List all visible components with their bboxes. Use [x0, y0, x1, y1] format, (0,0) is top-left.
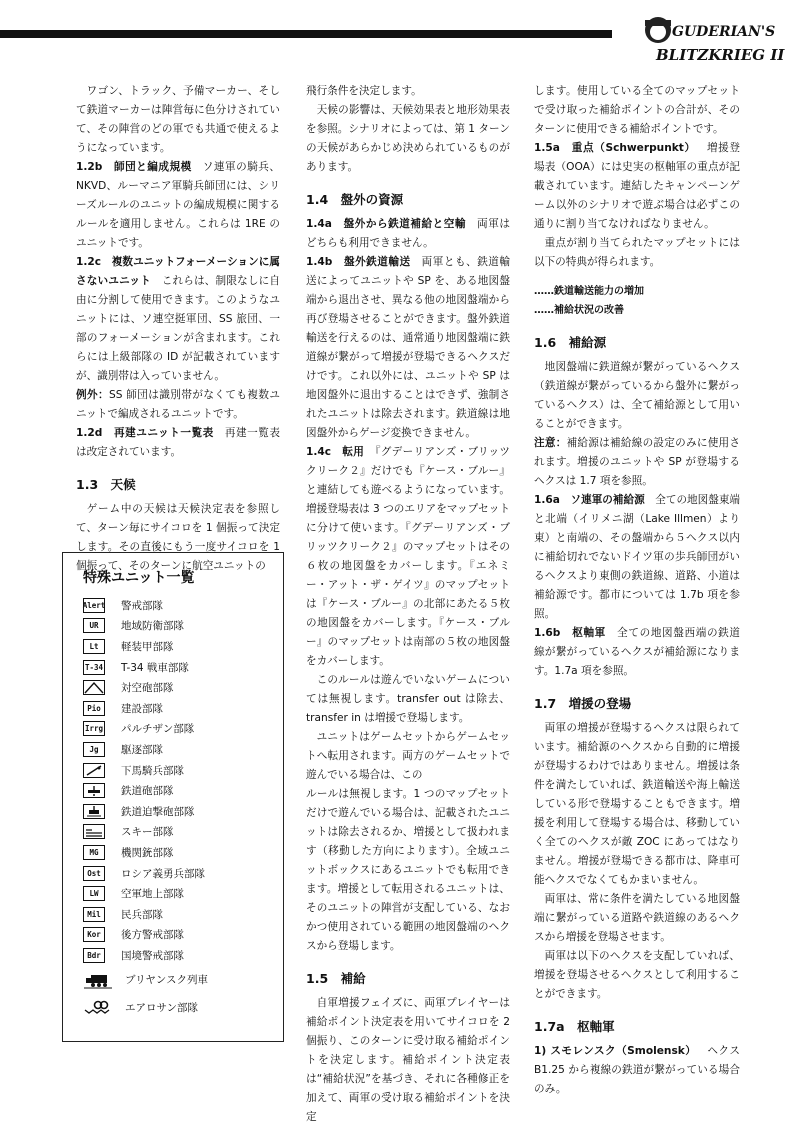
dismounted-cavalry-icon [83, 763, 105, 778]
unit-row [83, 863, 271, 884]
ost-icon: Ost [83, 866, 105, 881]
column-2 [306, 82, 510, 1127]
unit-label: 地域防衛部隊 [121, 620, 184, 633]
jager-icon: Jg [83, 742, 105, 757]
paragraph: 両軍は以下のヘクスを支配していれば、増援を登場させるヘクスとして利用することができます。 [534, 950, 740, 1000]
unit-label: 機関銃部隊 [121, 846, 174, 859]
game-logo [636, 12, 785, 74]
unit-row [83, 822, 271, 843]
unit-label: 後方警戒部隊 [121, 929, 184, 942]
unit-row [83, 801, 271, 822]
section-heading: 1.6 補給源 [534, 335, 607, 350]
aerosan-icon [83, 1000, 113, 1015]
unit-row [83, 595, 271, 616]
note-label: 注意： [534, 437, 567, 449]
exception-label: 例外： [76, 389, 110, 401]
armored-train-icon [83, 972, 113, 987]
paragraph: ルールは無視します。1 つのマップセットだけで遊んでいる場合は、記載されたユニットは除去されるか、増援として扱われます（移動した方向によります）。全域ユニットボックスにあるユニットでも転用できます。増援として転用されるユニットは、そのユニットの陣営が支配している、なおかつ使用されている範囲の地図盤端のヘクスから登場します。 [306, 788, 510, 952]
korueck-icon: Kor [83, 927, 105, 942]
unit-row [83, 842, 271, 863]
rule-body: 両軍はどちらも利用できません。 [306, 218, 510, 249]
pio-icon: Pio [83, 701, 105, 716]
unit-row [83, 904, 271, 925]
section-heading: 1.4 盤外の資源 [306, 192, 404, 207]
svg-text:BLITZKRIEG II: BLITZKRIEG II [656, 46, 785, 64]
unit-row [83, 945, 271, 966]
paragraph: 両軍は、常に条件を満たしている地図盤端に繋がっている道路や鉄道線のあるヘクスから増援を登場させます。 [534, 893, 740, 943]
rule-body: ソ連軍の騎兵、NKVD、ルーマニア軍騎兵師団には、シリーズルールのユニットの編成規模に関するルールを適用しません。これらは 1RE のユニットです。 [76, 161, 280, 249]
unit-row [83, 698, 271, 719]
note-body: 補給源は補給線の設定のみに使用されます。増援のユニットや SP が登場するヘクスは 1.7 項を参照。 [534, 437, 741, 487]
unit-row [83, 925, 271, 946]
unit-row [83, 657, 271, 678]
rule-title: 1.2b 師団と編成規模 [76, 161, 192, 173]
unit-row [83, 760, 271, 781]
luftwaffe-icon: LW [83, 886, 105, 901]
unit-row [83, 883, 271, 904]
rule-body: 全ての地図盤東端と北端（イリメニ湖（Lake Illmen）より東）と南端の、その盤端から５ヘクス以内に補給切れでないドイツ軍の歩兵師団がいるヘクスより東側の鉄道線、道路、小道は補給源です。都市については 1.7b 項を参照。 [534, 494, 741, 620]
unit-row [83, 739, 271, 760]
rule-title: 1.6a ソ連軍の補給源 [534, 494, 645, 506]
exception-body: SS 師団は識別帯がなくても複数ユニットで編成されるユニットです。 [76, 389, 280, 420]
militia-icon: Mil [83, 907, 105, 922]
rule-title: 1.6b 枢軸軍 [534, 627, 606, 639]
section-heading: 1.5 補給 [306, 971, 366, 986]
paragraph: 両軍の増援が登場するヘクスは限られています。補給源のヘクスから自動的に増援が登場するわけではありません。増援は条件を満たしていれば、鉄道輸送や海上輸送している形で登場することもできます。増援を利用して登場する場合は、移動していく全てのヘクスが敵 ZOC にあってはなりません。増援が登場できる都市は、降車可能ヘクスでなくてもかまいません。 [534, 722, 740, 886]
column-1 [76, 82, 280, 576]
rule-title: 1.2c 複数ユニットフォーメーションに属さないユニット [76, 256, 280, 287]
rule-title: 1.4b 盤外鉄道輸送 [306, 256, 411, 268]
alert-icon: Alert [83, 598, 105, 613]
rule-body: これらは、制限なしに自由に分割して使用できます。このようなユニットには、ソ連空挺軍団、SS 旅団、一部のフォーメーションが含まれます。これらには上級部隊の ID が記載されていますが、識別帯は入っていません。 [76, 275, 280, 382]
unit-label: 警戒部隊 [121, 599, 163, 612]
rule-title: 1.4c 転用 [306, 446, 365, 458]
svg-text:GUDERIAN'S: GUDERIAN'S [672, 24, 776, 40]
rule-body: 『グデーリアンズ・ブリッツクリーク２』だけでも『ケース・ブルー』と連結しても遊べるようになっています。増援登場表は 3 つのエリアをマップセットに分けて使います。『グデーリアンズ・ブリッツクリーク２』のマップセットはその６枚の地図盤をカバーします。『エネミー・アット・ザ・ゲイツ』のマップセットは『ケース・ブルー』の北部にあたる５枚の地図盤をカバーします。『ケース・ブルー』のマップセットは南部の５枚の地図盤をカバーします。 [306, 446, 511, 667]
unit-row [83, 966, 271, 994]
paragraph: します。使用している全てのマップセットで受け取った補給ポイントの合計が、そのターンに使用できる補給ポイントです。 [534, 85, 740, 135]
bullet-item: ……鉄道輸送能力の増加 [534, 286, 644, 297]
paragraph: 重点が割り当てられたマップセットには以下の特典が得られます。 [534, 237, 740, 268]
paragraph: 天候の影響は、天候効果表と地形効果表を参照。シナリオによっては、第 1 ターンの天候があらかじめ決められているものがあります。 [306, 104, 510, 173]
unit-label: エアロサン部隊 [125, 1002, 198, 1015]
paragraph: ゲーム中の天候は天候決定表を参照して、ターン毎にサイコロを 1 個振って決定します。その直後にもう一度サイコロを 1 個振って、そのターンに航空ユニットの [76, 503, 280, 572]
paragraph: ワゴン、トラック、予備マーカー、そして鉄道マーカーは陣営毎に色分けされていて、その陣営のどの軍でも共通で使えるようになっています。 [76, 85, 280, 154]
rule-title: 1.5a 重点（Schwerpunkt） [534, 142, 696, 154]
unit-label: 駆逐部隊 [121, 743, 163, 756]
ski-icon [83, 824, 105, 839]
unit-label: 国境警戒部隊 [121, 949, 184, 962]
special-units-box [62, 552, 284, 1042]
unit-row [83, 616, 271, 637]
rule-body: 全ての地図盤西端の鉄道線が繋がっているヘクスが補給源になります。1.7a 項を参照。 [534, 627, 741, 677]
unit-row [83, 994, 271, 1022]
railway-gun-icon [83, 783, 105, 798]
section-heading: 1.7 増援の登場 [534, 696, 632, 711]
rule-body: 再建一覧表は改定されています。 [76, 427, 280, 458]
special-units-list [83, 595, 271, 1022]
unit-label: 建設部隊 [121, 702, 163, 715]
section-heading: 1.3 天候 [76, 477, 136, 492]
unit-row [83, 636, 271, 657]
rule-title: 1.4a 盤外から鉄道補給と空輸 [306, 218, 467, 230]
unit-row [83, 677, 271, 698]
special-units-title: 特殊ユニット一覧 [83, 570, 195, 586]
column-3 [534, 82, 740, 1099]
unit-label: 鉄道迫撃砲部隊 [121, 805, 195, 818]
unit-label: 民兵部隊 [121, 908, 163, 921]
unit-row [83, 719, 271, 740]
paragraph: ユニットはゲームセットからゲームセットへ転用されます。両方のゲームセットで遊んでいる場合は、この [306, 731, 510, 781]
bullet-item: ……補給状況の改善 [534, 305, 624, 316]
header-bar [0, 30, 612, 38]
railway-mortar-icon [83, 804, 105, 819]
paragraph: 自軍増援フェイズに、両軍プレイヤーは補給ポイント決定表を用いてサイコロを 2 個振り、このターンに受け取る補給ポイントを決定します。補給ポイント決定表は“補給状況”を基づき、それに各種修正を加えて、両軍の受け取る補給ポイントを決定 [306, 997, 510, 1123]
ur-icon: UR [83, 618, 105, 633]
light-armor-icon: Lt [83, 639, 105, 654]
unit-label: 対空砲部隊 [121, 682, 174, 695]
unit-label: 空軍地上部隊 [121, 888, 184, 901]
machine-gun-icon: MG [83, 845, 105, 860]
t34-icon: T-34 [83, 660, 105, 675]
paragraph: このルールは遊んでいないゲームについては無視します。transfer out は除去、transfer in は増援で登場します。 [306, 674, 510, 724]
rule-title: 1.2d 再建ユニット一覧表 [76, 427, 214, 439]
rule-body: 増援登場表（OOA）には史実の枢軸軍の重点が記載されています。連結したキャンペーンゲーム以外のシナリオで遊ぶ場合は必ずこの通りに割り当てなければなりません。 [534, 142, 741, 230]
section-heading: 1.7a 枢軸軍 [534, 1019, 615, 1034]
unit-label: 鉄道砲部隊 [121, 785, 174, 798]
unit-label: パルチザン部隊 [121, 723, 195, 736]
unit-label: ブリヤンスク列車 [125, 974, 208, 987]
rule-item-title: 1) スモレンスク（Smolensk） [534, 1045, 697, 1057]
unit-label: T-34 戦車部隊 [121, 661, 189, 674]
unit-label: スキー部隊 [121, 826, 174, 839]
border-guard-icon: Bdr [83, 948, 105, 963]
unit-label: ロシア義勇兵部隊 [121, 867, 205, 880]
paragraph: 飛行条件を決定します。 [306, 85, 422, 97]
rule-body: 両軍とも、鉄道輸送によってユニットや SP を、ある地図盤端から退出させ、異なる他の地図盤端から再び登場させることができます。盤外鉄道輸送を行えるのは、通常通り地図盤端に鉄道線が繋がって増援が登場できるヘクスだけです。これ以外には、ユニットや SP は地図盤外に退出することはできず、強制されたユニットは除去されます。鉄道線は地図盤外からゲージ変換できません。 [306, 256, 510, 439]
unit-label: 軽装甲部隊 [121, 640, 174, 653]
unit-row [83, 780, 271, 801]
irregular-icon: Irrg [83, 721, 105, 736]
anti-aircraft-icon [83, 680, 105, 695]
unit-label: 下馬騎兵部隊 [121, 764, 184, 777]
rule-item-body: ヘクス B1.25 から複線の鉄道が繋がっている場合のみ。 [534, 1045, 740, 1095]
paragraph: 地図盤端に鉄道線が繋がっているヘクス（鉄道線が繋がっているから盤外に繋がっているヘクス）は、全て補給源として用いることができます。 [534, 361, 740, 430]
